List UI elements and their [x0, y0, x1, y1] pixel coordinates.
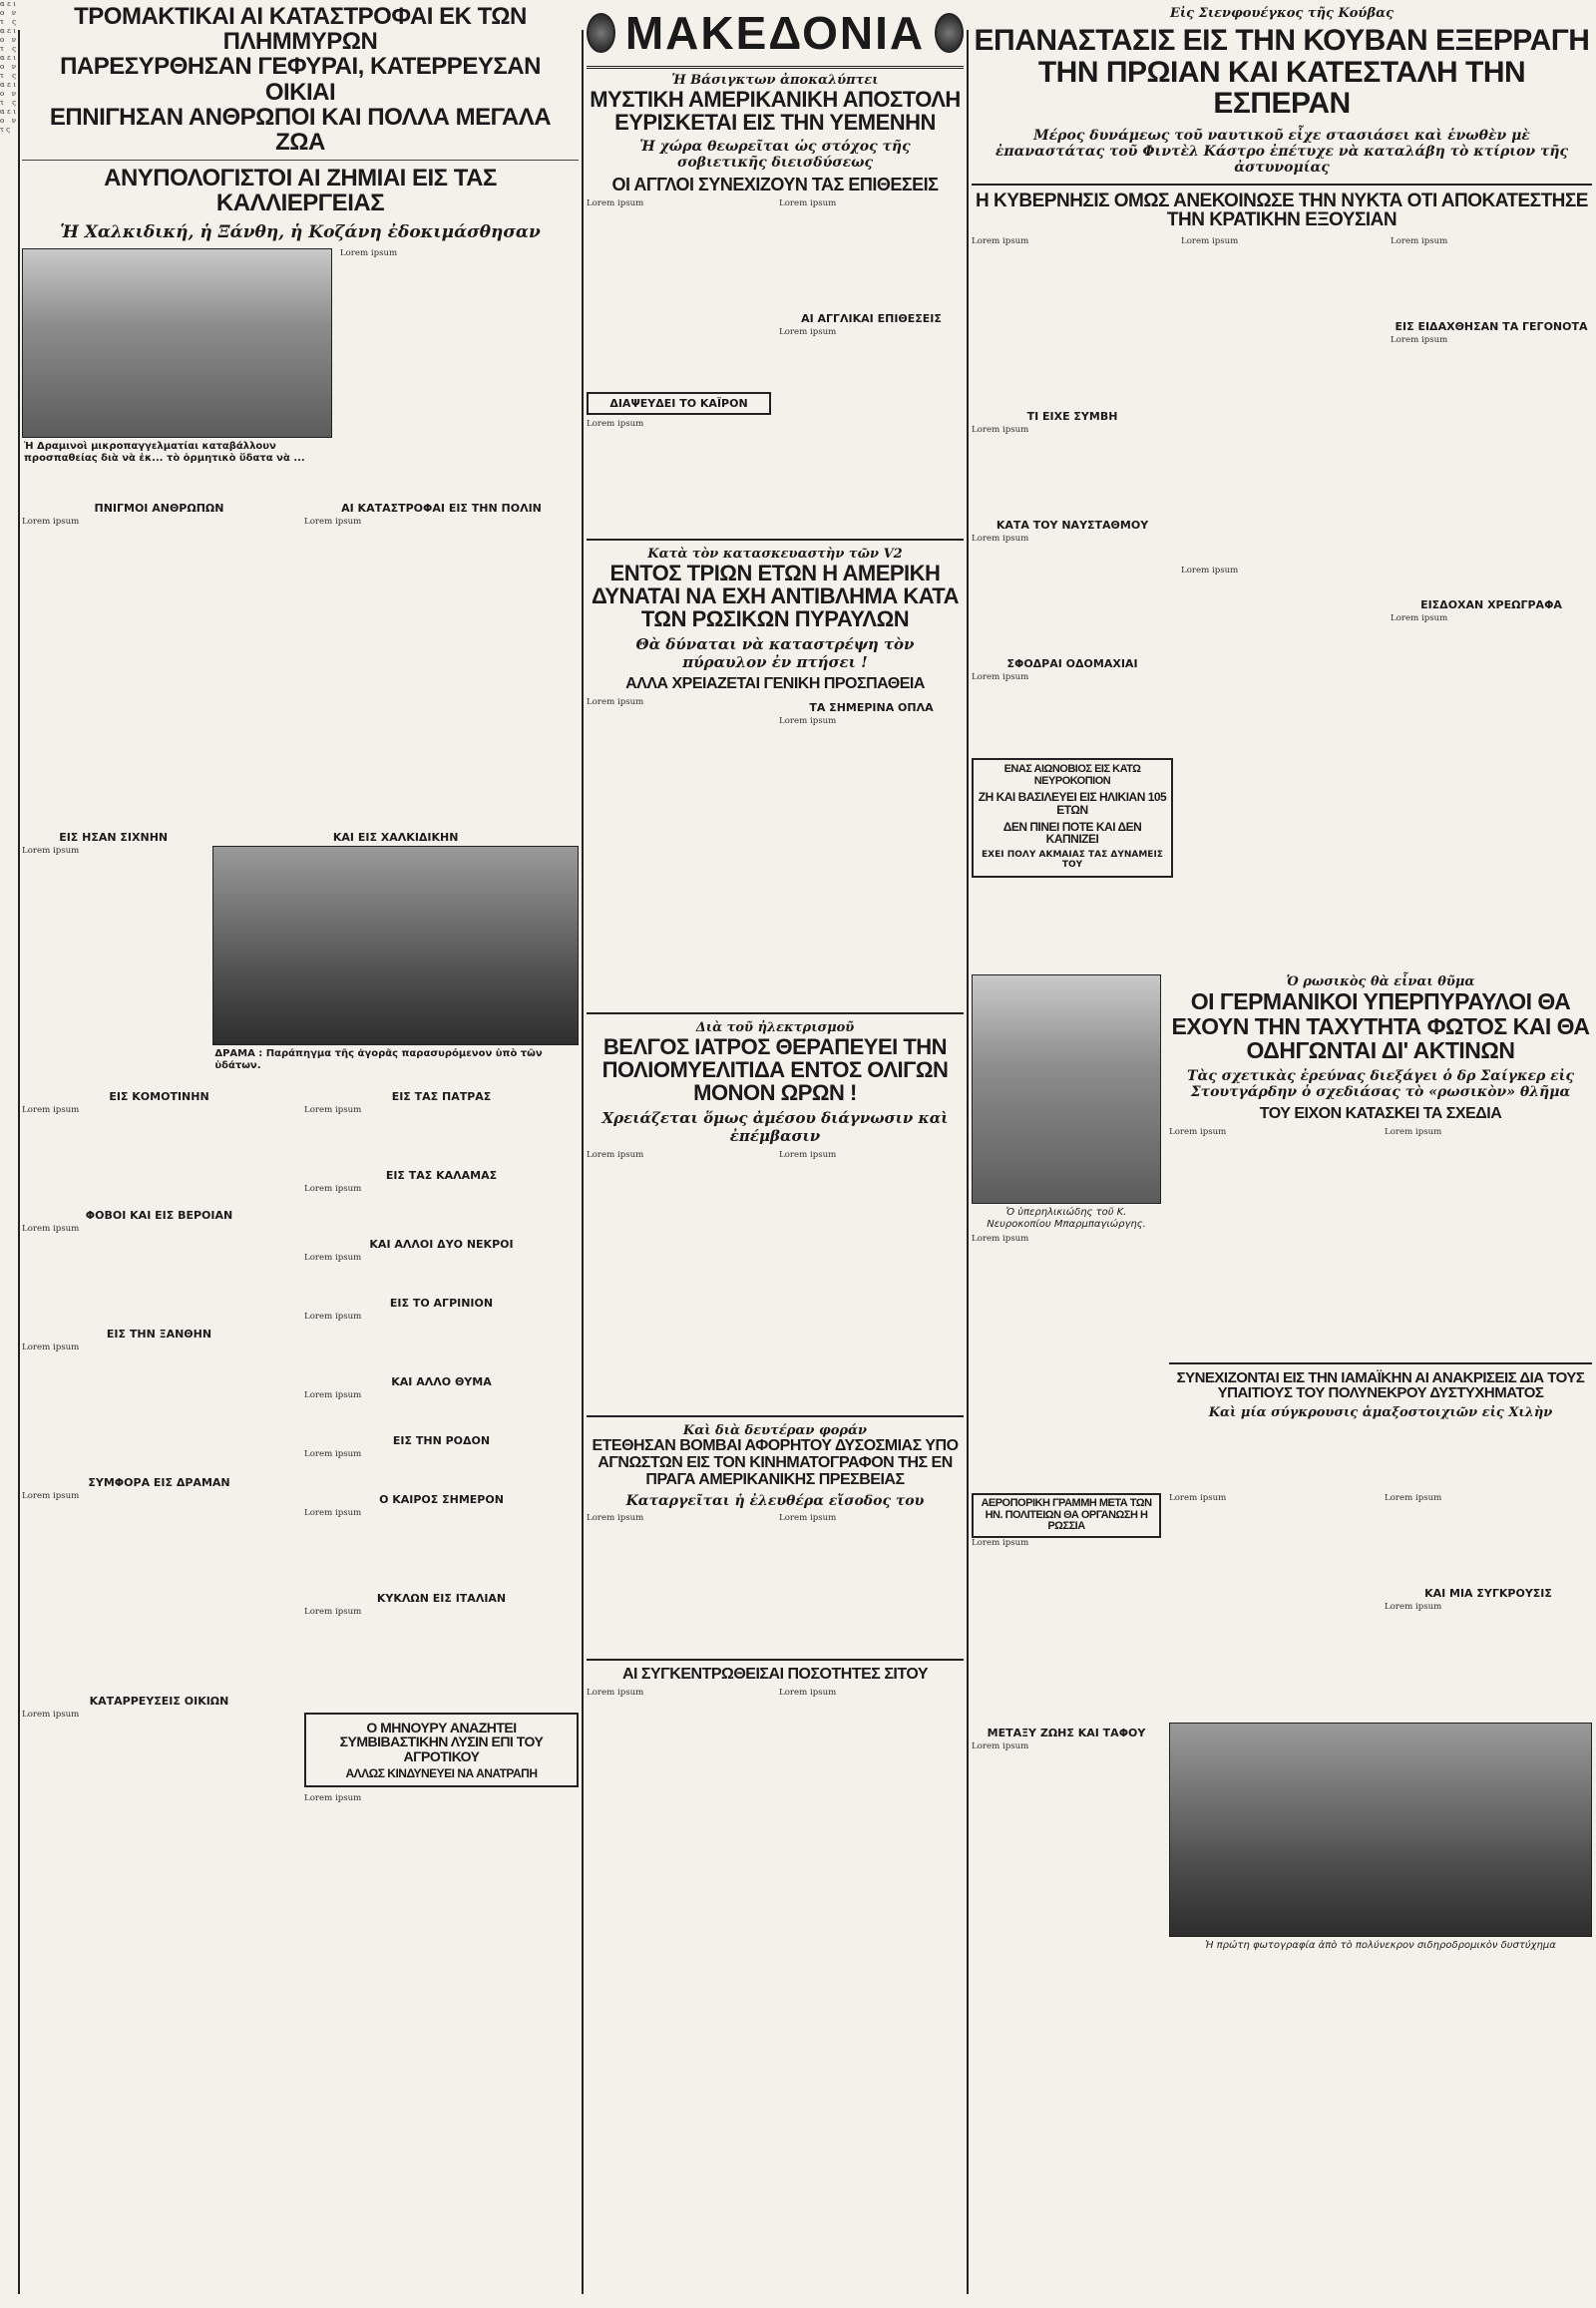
menderes-subhead: ΑΛΛΩΣ ΚΙΝΔΥΝΕΥΕΙ ΝΑ ΑΝΑΤΡΑΠΗ [345, 1765, 538, 1780]
flood-body-e: Lorem ipsum [22, 1104, 80, 1115]
prague-kicker: Καὶ διὰ δευτέραν φοράν [682, 1423, 868, 1439]
centenarian-body: Lorem ipsum [972, 1234, 1029, 1245]
cuba-headline: ΕΠΑΝΑΣΤΑΣΙΣ ΕΙΣ ΤΗΝ ΚΟΥΒΑΝ ΕΞΕΡΡΑΓΗ ΤΗΝ ΠΡΩΙΑΝ ΚΑΙ ΚΑΤΕΣΤΑΛΗ ΤΗΝ ΕΣΠΕΡΑΝ [974, 24, 1590, 120]
cuba-deck: Μέρος δυνάμεως τοῦ ναυτικοῦ εἶχε στασιάσει καὶ ἑνωθὲν μὲ ἐπαναστάτας τοῦ Φιντὲλ Κάστρο ἐπέτυχε νὰ καταλάβη τὸ κτίριον τῆς ἀστυνομίας [995, 127, 1569, 176]
wheat-headline: ΑΙ ΣΥΓΚΕΝΤΡΩΘΕΙΣΑΙ ΠΟΣΟΤΗΤΕΣ ΣΙΤΟΥ [621, 1665, 929, 1683]
menderes-body: Lorem ipsum [304, 1793, 362, 1804]
flood-body-n: Lorem ipsum [304, 1389, 362, 1400]
cuba-body-d: Lorem ipsum [972, 672, 1029, 683]
flood-photo-2-caption: ΔΡΑΜΑ : Παράπηγμα τῆς ἀγορᾶς παρασυρόμενον ὑπὸ τῶν ὑδάτων. [214, 1047, 543, 1071]
cuba-body-e: Lorem ipsum [1181, 236, 1239, 247]
masthead [587, 0, 964, 69]
yemen-body-b: Lorem ipsum [587, 419, 644, 430]
centenarian-title: ΕΝΑΣ ΑΙΩΝΟΒΙΟΣ ΕΙΣ ΚΑΤΩ ΝΕΥΡΟΚΟΠΙΟΝ [1003, 763, 1141, 787]
cuba-body-f: Lorem ipsum [1181, 566, 1239, 577]
subhead-rhodes: ΕΙΣ ΤΗΝ ΡΟΔΟΝ [392, 1433, 491, 1447]
rocket-kicker: Ὁ ρωσικὸς θὰ εἶναι θῦμα [1286, 974, 1475, 990]
masthead-seal-right [935, 13, 964, 53]
aeroflot-headline: ΑΕΡΟΠΟΡΙΚΗ ΓΡΑΜΜΗ ΜΕΤΑ ΤΩΝ ΗΝ. ΠΟΛΙΤΕΙΩΝ ΘΑ ΟΡΓΑΝΩΣΗ Η ΡΩΣΣΙΑ [981, 1497, 1152, 1533]
v2-kicker: Κατὰ τὸν κατασκευαστὴν τῶν V2 [647, 547, 903, 563]
naval-base-subhead: ΚΑΤΑ ΤΟΥ ΝΑΥΣΤΑΘΜΟΥ [996, 519, 1149, 533]
street-fighting-subhead: ΣΦΟΔΡΑΙ ΟΔΟΜΑΧΙΑΙ [1006, 657, 1138, 671]
flood-body-a: Lorem ipsum [339, 247, 398, 258]
subhead-komotini: ΕΙΣ ΚΟΜΟΤΙΝΗΝ [109, 1089, 209, 1103]
subhead-patras: ΕΙΣ ΤΑΣ ΠΑΤΡΑΣ [391, 1089, 492, 1103]
cuba-body-c: Lorem ipsum [972, 534, 1029, 545]
british-attacks-subhead: ΑΙ ΑΓΓΛΙΚΑΙ ΕΠΙΘΕΣΕΙΣ [801, 312, 942, 326]
flood-photo-2 [212, 846, 579, 1045]
flood-body-k: Lorem ipsum [304, 1183, 362, 1194]
flood-body-g: Lorem ipsum [22, 1342, 80, 1352]
missile-headline: ΕΝΤΟΣ ΤΡΙΩΝ ΕΤΩΝ Η ΑΜΕΡΙΚΗ ΔΥΝΑΤΑΙ ΝΑ ΕΧΗ ΑΝΤΙΒΛΗΜΑ ΚΑΤΑ ΤΩΝ ΡΩΣΙΚΩΝ ΠΥΡΑΥΛΩΝ [591, 561, 960, 632]
events-subhead: ΕΙΣ ΕΙΔΑΧΘΗΣΑΝ ΤΑ ΓΕΓΟΝΟΤΑ [1395, 320, 1588, 334]
flood-body-l: Lorem ipsum [304, 1252, 362, 1263]
train-crash-caption: Ἡ πρώτη φωτογραφία ἀπὸ τὸ πολύνεκρον σιδηροδρομικὸν δυστύχημα [1205, 1940, 1556, 1952]
centenarian-caption: Ὁ ὑπερηλικιώδης τοῦ Κ. Νευροκοπίου Μπαρμπαγιώργης. [987, 1207, 1146, 1231]
menderes-headline: Ο ΜΗΝΟΥΡΥ ΑΝΑΖΗΤΕΙ ΣΥΜΒΙΒΑΣΤΙΚΗΝ ΛΥΣΙΝ ΕΠΙ ΤΟΥ ΑΓΡΟΤΙΚΟΥ [339, 1719, 544, 1764]
centenarian-portrait [972, 974, 1161, 1204]
flood-body-c: Lorem ipsum [304, 516, 362, 527]
flood-headline-1: ΤΡΟΜΑΚΤΙΚΑΙ ΑΙ ΚΑΤΑΣΤΡΟΦΑΙ ΕΚ ΤΩΝ ΠΛΗΜΜΥΡΩΝ [74, 3, 527, 56]
centenarian-line-1: ΖΗ ΚΑΙ ΒΑΣΙΛΕΥΕΙ ΕΙΣ ΗΛΙΚΙΑΝ 105 ΕΤΩΝ [978, 790, 1167, 818]
flood-headline-4: ΑΝΥΠΟΛΟΓΙΣΤΟΙ ΑΙ ΖΗΜΙΑΙ ΕΙΣ ΤΑΣ ΚΑΛΛΙΕΡΓΕΙΑΣ [104, 165, 497, 217]
flood-headline-3: ΕΠΝΙΓΗΣΑΝ ΑΝΘΡΩΠΟΙ ΚΑΙ ΠΟΛΛΑ ΜΕΓΑΛΑ ΖΩΑ [49, 103, 552, 156]
left-section [22, 0, 579, 2308]
prague-deck: Καταργεῖται ἡ ἐλευθέρα εἴσοδος του [625, 1492, 925, 1509]
flood-photo-1-caption: Ἡ Δραμινοὶ μικροπαγγελματίαι καταβάλλουν προσπαθείας διὰ νὰ ἐκ... τὸ ὁρμητικὸ ὕδατα νὰ ... [24, 440, 305, 464]
rocket-body-b: Lorem ipsum [1385, 1126, 1442, 1137]
subhead-sichni: ΕΙΣ ΗΣΑΝ ΣΙΧΝΗΝ [59, 830, 169, 844]
prague-body-b: Lorem ipsum [779, 1512, 837, 1523]
flood-body-p: Lorem ipsum [304, 1507, 362, 1518]
what-happened-subhead: ΤΙ ΕΙΧΕ ΣΥΜΒΗ [1026, 410, 1118, 424]
subhead-drowning: ΠΝΙΓΜΟΙ ΑΝΘΡΩΠΩΝ [94, 501, 224, 515]
missile-deck: Θὰ δύναται νὰ καταστρέψη τὸν πύραυλον ἐν πτήσει ! [635, 635, 915, 672]
flood-body-j: Lorem ipsum [304, 1104, 362, 1115]
subhead-veroia: ΦΟΒΟΙ ΚΑΙ ΕΙΣ ΒΕΡΟΙΑΝ [85, 1208, 233, 1222]
life-and-death-subhead: ΜΕΤΑΞΥ ΖΩΗΣ ΚΑΙ ΤΑΦΟΥ [987, 1727, 1146, 1740]
middle-section [587, 0, 964, 2308]
jamaica-body-c: Lorem ipsum [1385, 1602, 1442, 1613]
jamaica-body-a: Lorem ipsum [1169, 1493, 1227, 1504]
cuba-headline-2: Η ΚΥΒΕΡΝΗΣΙΣ ΟΜΩΣ ΑΝΕΚΟΙΝΩΣΕ ΤΗΝ ΝΥΚΤΑ ΟΤΙ ΑΠΟΚΑΤΕΣΤΗΣΕ ΤΗΝ ΚΡΑΤΙΚΗΝ ΕΞΟΥΣΙΑΝ [976, 190, 1588, 231]
jamaica-headline: ΣΥΝΕΧΙΖΟΝΤΑΙ ΕΙΣ ΤΗΝ ΙΑΜΑΪΚΗΝ ΑΙ ΑΝΑΚΡΙΣΕΙΣ ΔΙΑ ΤΟΥΣ ΥΠΑΙΤΙΟΥΣ ΤΟΥ ΠΟΛΥΝΕΚΡΟΥ ΔΥΣΤΥΧΗΜΑΤΟΣ [1176, 1368, 1585, 1402]
subhead-italy-cyclone: ΚΥΚΛΩΝ ΕΙΣ ΙΤΑΛΙΑΝ [376, 1591, 507, 1605]
subhead-weather: Ο ΚΑΙΡΟΣ ΣΗΜΕΡΟΝ [379, 1492, 504, 1506]
right-section [972, 0, 1592, 2308]
subhead-collapses: ΚΑΤΑΡΡΕΥΣΕΙΣ ΟΙΚΙΩΝ [89, 1694, 229, 1708]
missile-headline-2: ΑΛΛΑ ΧΡΕΙΑΖΕΤΑΙ ΓΕΝΙΚΗ ΠΡΟΣΠΑΘΕΙΑ [625, 675, 925, 693]
rocket-body-a: Lorem ipsum [1169, 1126, 1227, 1137]
flood-body-f: Lorem ipsum [22, 1223, 80, 1234]
masthead-title: ΜΑΚΕΔΟΝΙΑ [624, 7, 926, 59]
flood-body-o: Lorem ipsum [304, 1448, 362, 1459]
cuba-kicker: Εἰς Σιενφουέγκος τῆς Κούβας [1169, 6, 1395, 21]
yemen-body-a: Lorem ipsum [587, 198, 644, 209]
polio-deck: Χρειάζεται ὅμως ἀμέσου διάγνωσιν καὶ ἐπέμβασιν [601, 1109, 949, 1146]
wheat-body-b: Lorem ipsum [779, 1687, 837, 1698]
subhead-drama: ΣΥΜΦΟΡΑ ΕΙΣ ΔΡΑΜΑΝ [88, 1475, 230, 1489]
subhead-victim: ΚΑΙ ΑΛΛΟ ΘΥΜΑ [391, 1374, 492, 1388]
chile-collision-subhead: ΚΑΙ ΜΙΑ ΣΥΓΚΡΟΥΣΙΣ [1424, 1587, 1552, 1601]
yemen-kicker: Ἡ Βάσιγκτων ἀποκαλύπτει [671, 73, 879, 88]
cuba-body-i: Lorem ipsum [1391, 613, 1448, 624]
yemen-deck: Ἡ χώρα θεωρεῖται ὡς στόχος τῆς σοβιετικῆς διεισδύσεως [639, 139, 911, 172]
yemen-headline: ΜΥΣΤΙΚΗ ΑΜΕΡΙΚΑΝΙΚΗ ΑΠΟΣΤΟΛΗ ΕΥΡΙΣΚΕΤΑΙ ΕΙΣ ΤΗΝ ΥΕΜΕΝΗΝ [590, 87, 961, 136]
polio-body-a: Lorem ipsum [587, 1150, 644, 1161]
life-death-body: Lorem ipsum [972, 1741, 1029, 1752]
prague-body-a: Lorem ipsum [587, 1512, 644, 1523]
flood-body-m: Lorem ipsum [304, 1311, 362, 1322]
subhead-xanthi: ΕΙΣ ΤΗΝ ΞΑΝΘΗΝ [106, 1327, 212, 1341]
flood-body-d: Lorem ipsum [22, 845, 80, 856]
rocket-headline-2: ΤΟΥ ΕΙΧΟΝ ΚΑΤΑΣΚΕΙ ΤΑ ΣΧΕΔΙΑ [1259, 1104, 1502, 1122]
bonds-subhead: ΕΙΣΔΟΧΑΝ ΧΡΕΩΓΡΑΦΑ [1420, 598, 1562, 612]
yemen-body-d: Lorem ipsum [779, 327, 837, 338]
flood-deck: Ἡ Χαλκιδική, ἡ Ξάνθη, ἡ Κοζάνη ἐδοκιμάσθησαν [60, 221, 541, 242]
yemen-body-c: Lorem ipsum [779, 198, 837, 209]
flood-body-q: Lorem ipsum [304, 1606, 362, 1617]
missile-body-a: Lorem ipsum [587, 697, 644, 708]
british-attacks-headline: ΟΙ ΑΓΓΛΟΙ ΣΥΝΕΧΙΖΟΥΝ ΤΑΣ ΕΠΙΘΕΣΕΙΣ [611, 175, 939, 195]
prague-headline: ΕΤΕΘΗΣΑΝ ΒΟΜΒΑΙ ΑΦΟΡΗΤΟΥ ΔΥΣΟΣΜΙΑΣ ΥΠΟ ΑΓΝΩΣΤΩΝ ΕΙΣ ΤΟΝ ΚΙΝΗΜΑΤΟΓΡΑΦΟΝ ΤΗΣ ΕΝ ΠΡΑΓΑ ΑΜΕΡΙΚΑΝΙΚΗΣ ΠΡΕΣΒΕΙΑΣ [592, 1437, 959, 1489]
flood-body-b: Lorem ipsum [22, 516, 80, 527]
wheat-body-a: Lorem ipsum [587, 1687, 644, 1698]
subhead-kalamata: ΕΙΣ ΤΑΣ ΚΑΛΑΜΑΣ [385, 1168, 498, 1182]
polio-headline: ΒΕΛΓΟΣ ΙΑΤΡΟΣ ΘΕΡΑΠΕΥΕΙ ΤΗΝ ΠΟΛΙΟΜΥΕΛΙΤΙΔΑ ΕΝΤΟΣ ΟΛΙΓΩΝ ΜΟΝΟΝ ΩΡΩΝ ! [601, 1034, 949, 1106]
left-edge-strip: α ε ι ο ν τ ς α ε ι ο ν τ ς α ε ι ο ν τ ς α ε ι ο ν τ ς α ε ι ο ν τ ς [0, 0, 16, 134]
cuba-body-h: Lorem ipsum [1391, 335, 1448, 346]
flood-body-i: Lorem ipsum [22, 1709, 80, 1720]
masthead-seal-left [587, 13, 615, 53]
train-crash-photo [1169, 1723, 1592, 1937]
polio-body-b: Lorem ipsum [779, 1150, 837, 1161]
rocket-deck: Τὰς σχετικὰς ἐρεύνας διεξάγει ὁ δρ Σαίγκερ εἰς Στουτγάρδην ὁ σχεδιάσας τὸ «ρωσικὸν» θλῆμα [1187, 1067, 1574, 1100]
flood-body-h: Lorem ipsum [22, 1490, 80, 1501]
flood-photo-1 [22, 248, 332, 438]
missile-body-b: Lorem ipsum [779, 716, 837, 727]
flood-headline-2: ΠΑΡΕΣΥΡΘΗΣΑΝ ΓΕΦΥΡΑΙ, ΚΑΤΕΡΡΕΥΣΑΝ ΟΙΚΙΑΙ [60, 53, 541, 106]
cairo-denies-subhead: ΔΙΑΨΕΥΔΕΙ ΤΟ ΚΑΪΡΟΝ [609, 397, 748, 411]
subhead-agrinio: ΕΙΣ ΤΟ ΑΓΡΙΝΙΟΝ [389, 1296, 494, 1310]
subhead-city: ΑΙ ΚΑΤΑΣΤΡΟΦΑΙ ΕΙΣ ΤΗΝ ΠΟΛΙΝ [341, 501, 542, 515]
centenarian-line-3: ΕΧΕΙ ΠΟΛΥ ΑΚΜΑΙΑΣ ΤΑΣ ΔΥΝΑΜΕΙΣ ΤΟΥ [982, 849, 1163, 870]
centenarian-line-2: ΔΕΝ ΠΙΝΕΙ ΠΟΤΕ ΚΑΙ ΔΕΝ ΚΑΠΝΙΖΕΙ [1002, 819, 1142, 847]
subhead-two-dead: ΚΑΙ ΑΛΛΟΙ ΔΥΟ ΝΕΚΡΟΙ [369, 1237, 514, 1251]
cuba-body-a: Lorem ipsum [972, 236, 1029, 247]
todays-weapons-subhead: ΤΑ ΣΗΜΕΡΙΝΑ ΟΠΛΑ [809, 701, 934, 715]
cuba-body-g: Lorem ipsum [1391, 236, 1448, 247]
rocket-headline: ΟΙ ΓΕΡΜΑΝΙΚΟΙ ΥΠΕΡΠΥΡΑΥΛΟΙ ΘΑ ΕΧΟΥΝ ΤΗΝ ΤΑΧΥΤΗΤΑ ΦΩΤΟΣ ΚΑΙ ΘΑ ΟΔΗΓΩΝΤΑΙ ΔΙ' ΑΚΤΙΝΩΝ [1171, 988, 1590, 1063]
cuba-body-b: Lorem ipsum [972, 425, 1029, 436]
jamaica-deck: Καὶ μία σύγκρουσις ἁμαξοστοιχιῶν εἰς Χιλὴν [1208, 1405, 1553, 1421]
polio-kicker: Διὰ τοῦ ἠλεκτρισμοῦ [695, 1020, 855, 1036]
jamaica-body-b: Lorem ipsum [1385, 1493, 1442, 1504]
subhead-chalkidiki: ΚΑΙ ΕΙΣ ΧΑΛΚΙΔΙΚΗΝ [332, 830, 459, 844]
aeroflot-body: Lorem ipsum [972, 1538, 1029, 1549]
